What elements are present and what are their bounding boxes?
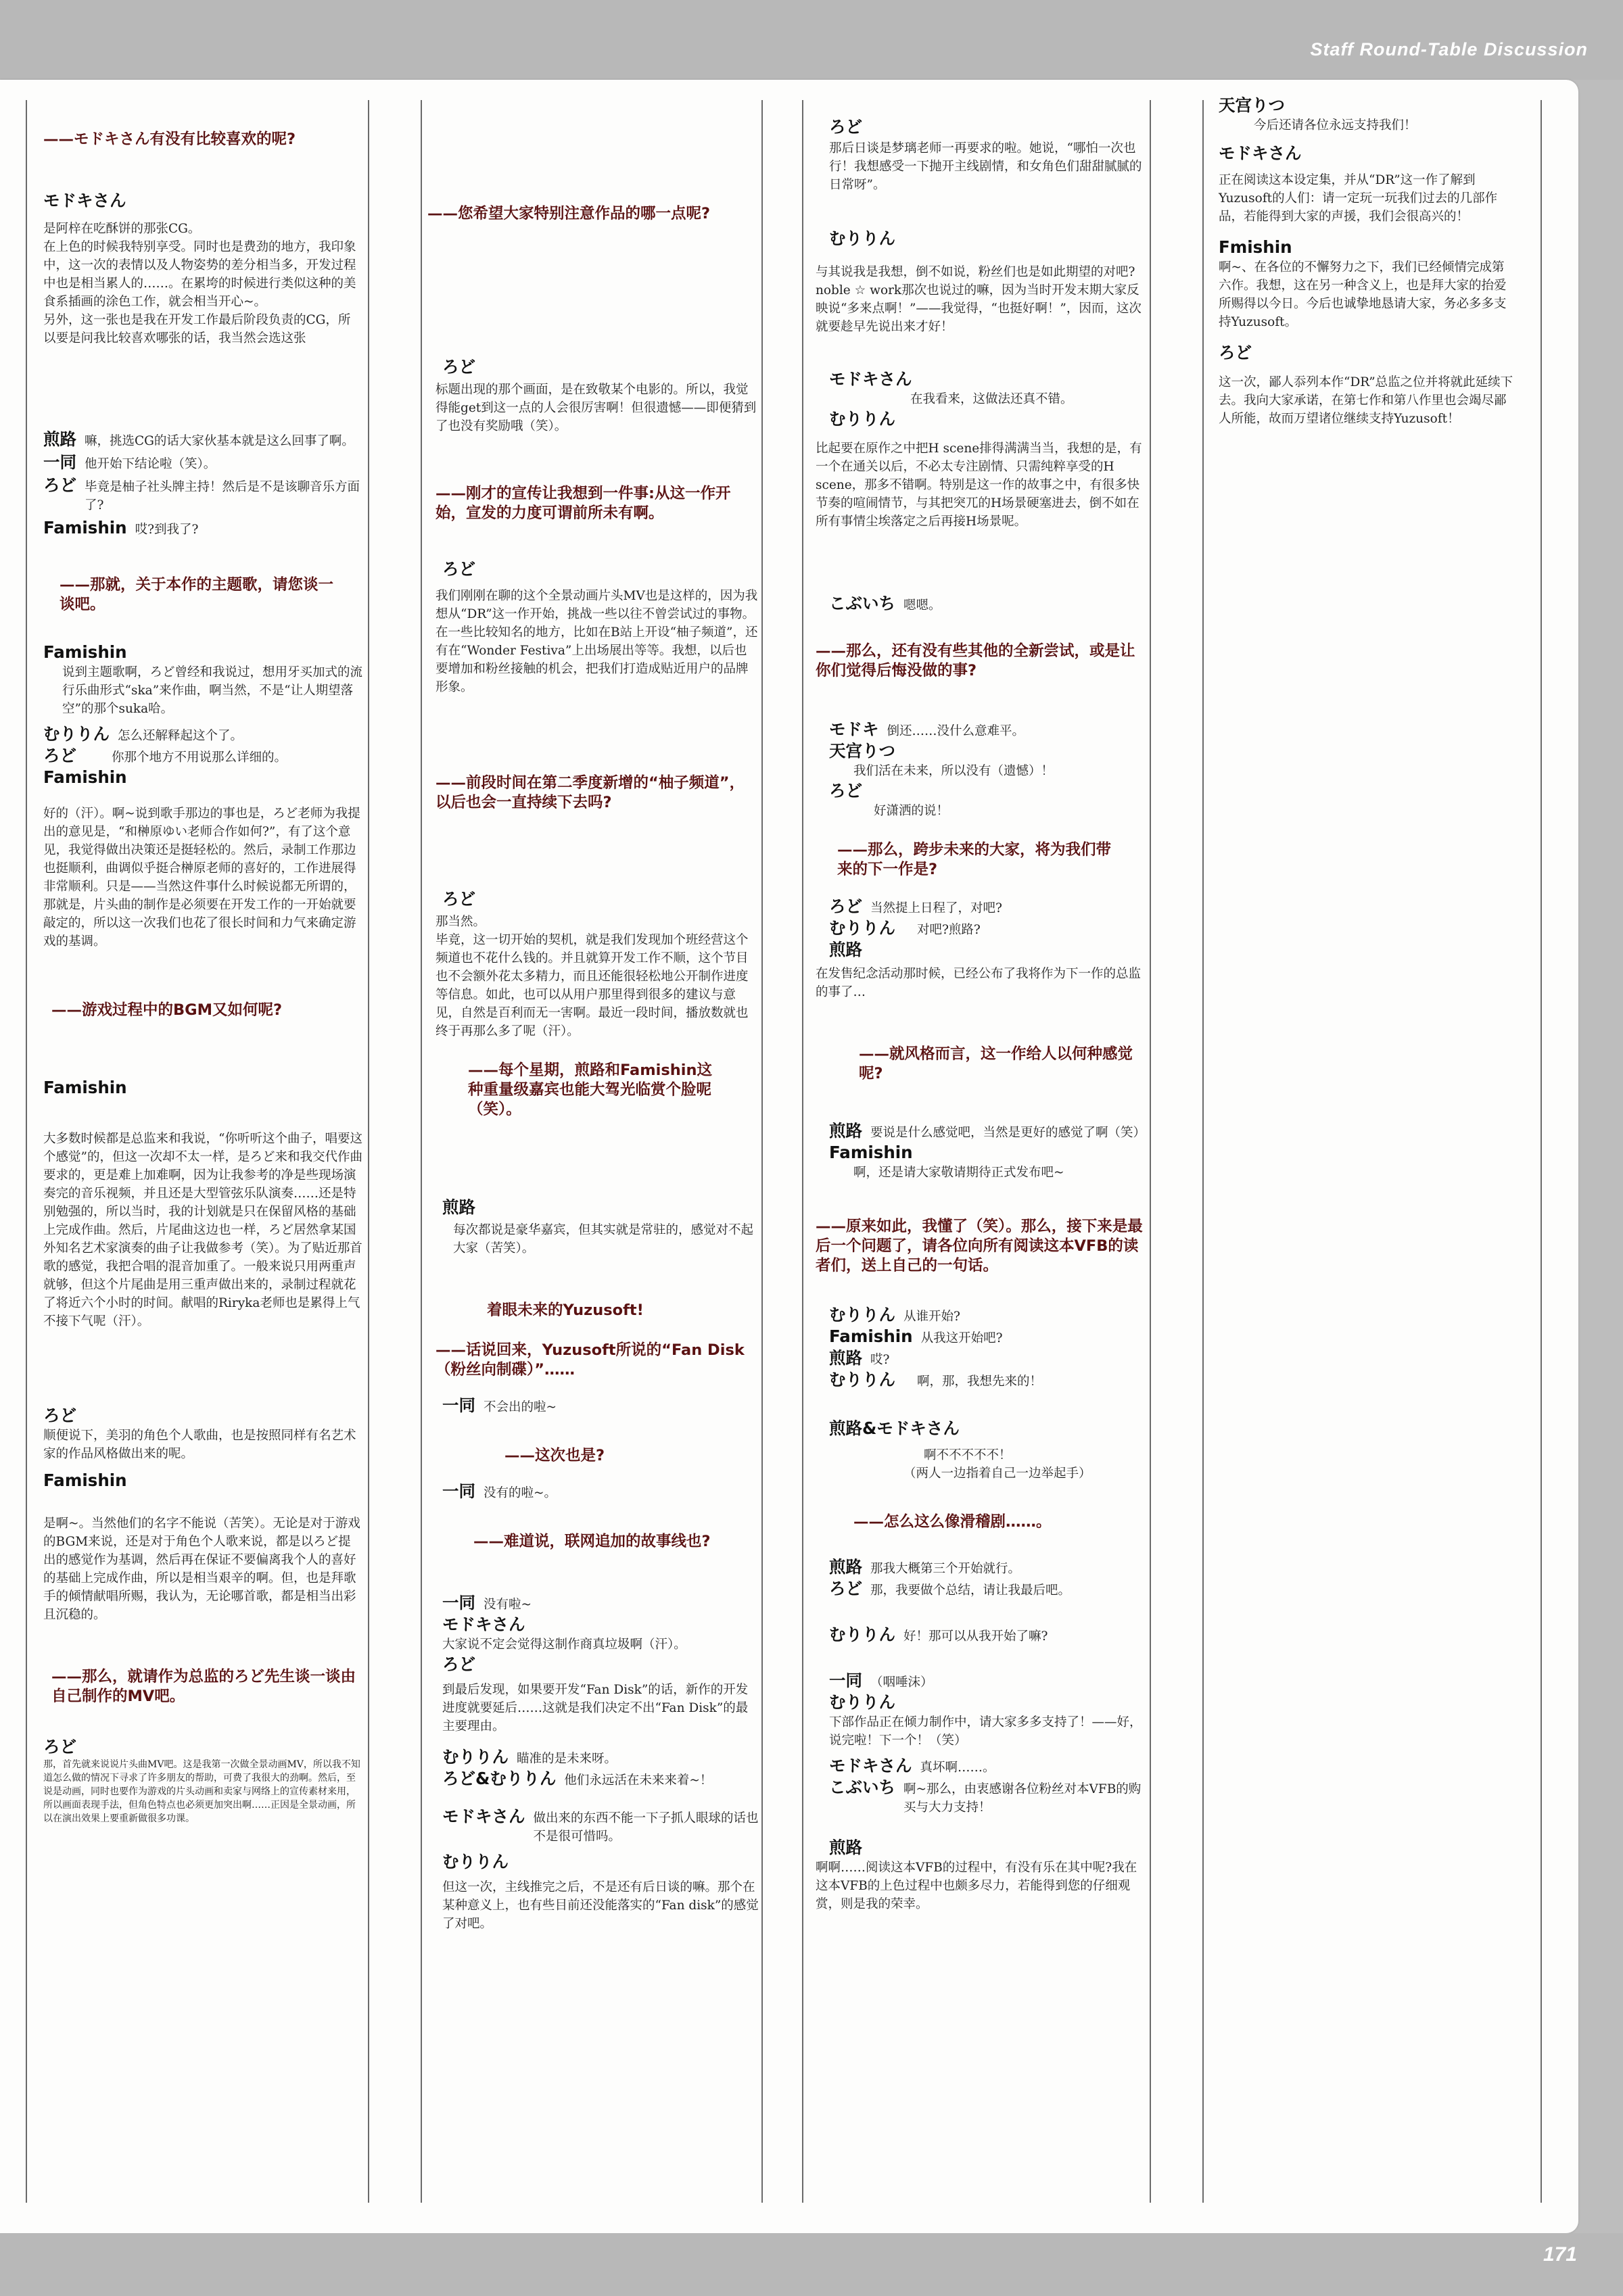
speech-line bbox=[816, 1670, 1146, 1692]
speaker-name: むりりん bbox=[442, 1852, 509, 1871]
speech-line bbox=[816, 1755, 1146, 1777]
speaker-name: 天宫りつ bbox=[1219, 95, 1285, 115]
speech-line bbox=[816, 917, 1146, 939]
speech-text: 那当然。 bbox=[436, 915, 486, 929]
speech-line bbox=[816, 593, 1146, 615]
speaker-name: Famishin bbox=[43, 767, 127, 787]
speaker-name: ろど bbox=[829, 1579, 862, 1598]
speaker-name: 一同 bbox=[442, 1593, 475, 1612]
speech-line bbox=[816, 1624, 1146, 1646]
speech-text: 啊，还是请大家敬请期待正式发布吧~ bbox=[853, 1166, 1064, 1180]
interviewer-question: ——那么，跨步未来的大家，将为我们带来的下一作是? bbox=[837, 841, 1112, 878]
speech-text: 啊~那么，由衷感谢各位粉丝对本VFB的购买与大力支持！ bbox=[903, 1782, 1142, 1815]
speaker-name: ろど bbox=[1219, 343, 1252, 362]
speech-text: 哎? bbox=[870, 1353, 890, 1367]
speaker-name: モドキさん bbox=[1219, 143, 1302, 163]
column-rule bbox=[26, 100, 27, 2203]
column-rule bbox=[1540, 100, 1542, 2203]
speech-line bbox=[43, 429, 362, 450]
speech-text: 我们刚刚在聊的这个全景动画片头MV也是这样的，因为我想从“DR”这一作开始，挑战一些以往不曾尝试过的事物。在一些比较知名的地方，比如在B站上开设“柚子频道”，还有在“Wonder Festiva”上出场展出等等。我想，以后也要增加和粉丝接触的机会，把我们打造成贴近用户的品牌形象。 bbox=[436, 589, 758, 694]
speech-text: 从我这开始吧? bbox=[920, 1331, 1003, 1345]
speaker-name: むりりん bbox=[829, 1305, 895, 1324]
speech-text: 你那个地方不用说那么详细的。 bbox=[112, 750, 287, 765]
speaker-name: Fmishin bbox=[1219, 237, 1292, 257]
column-2 bbox=[427, 88, 759, 1933]
speech-line bbox=[816, 896, 1146, 917]
speaker-name: モドキさん bbox=[442, 1615, 525, 1634]
section-heading: 着眼未来的Yuzusoft! bbox=[487, 1301, 644, 1319]
speech-text: 比起要在原作之中把H scene排得满满当当，我想的是，有一个在通关以后，不必太专注剧情、只需纯粹享受的H scene，那多不错啊。特别是这一作的故事之中，有很多快节奏的喧闹情节，与其把突兀的H场景硬塞进去，倒不如在所有事情尘埃落定之后再接H场景呢。 bbox=[816, 441, 1142, 529]
speech-line bbox=[816, 1347, 1146, 1369]
speech-text: 没有的啦~。 bbox=[484, 1486, 557, 1500]
speech-text: 今后还请各位永远支持我们！ bbox=[1254, 118, 1417, 133]
speaker-name: むりりん bbox=[829, 918, 895, 938]
speech-text: 啊不不不不不！ bbox=[924, 1448, 1012, 1462]
speaker-name: Famishin bbox=[43, 518, 127, 537]
speech-text: 怎么还解释起这个了。 bbox=[118, 729, 243, 743]
speech-line bbox=[816, 719, 1146, 740]
speech-text: 正在阅读这本设定集，并从“DR”这一作了解到Yuzusoft的人们：请一定玩一玩我们过去的几部作品，若能得到大家的声援，我们会很高兴的！ bbox=[1219, 173, 1498, 224]
speaker-name: Famishin bbox=[43, 1470, 127, 1490]
speaker-name: モドキ bbox=[829, 719, 879, 739]
speaker-name: ろど bbox=[829, 896, 862, 916]
speech-text: 这一次，鄙人忝列本作“DR”总监之位并将就此延续下去。我向大家承诺，在第七作和第八作里也会竭尽鄙人所能，故而万望诸位继续支持Yuzusoft！ bbox=[1219, 375, 1513, 426]
interviewer-question: ——每个星期，煎路和Famishin这种重量级嘉宾也能大驾光临赏个脸呢（笑）。 bbox=[468, 1061, 713, 1118]
speaker-name: ろど bbox=[43, 1406, 76, 1425]
speech-line bbox=[427, 1395, 759, 1416]
speaker-name: 煎路 bbox=[829, 1557, 862, 1577]
speaker-name: 一同 bbox=[43, 452, 76, 472]
speech-text: 嗯嗯。 bbox=[903, 598, 941, 613]
speaker-name: ろど&むりりん bbox=[442, 1769, 557, 1788]
speech-text: 标题出现的那个画面，是在致敬某个电影的。所以，我觉得能get到这一点的人会很厉害啊！但很遗憾——即便猜到了也没有奖励哦（笑）。 bbox=[436, 383, 757, 433]
speech-line bbox=[816, 1326, 1146, 1347]
speaker-name: 煎路 bbox=[829, 1121, 862, 1141]
speech-text: 到最后发现，如果要开发“Fan Disk”的话，新作的开发进度就要延后……这就是我们决定不出“Fan Disk”的最主要理由。 bbox=[442, 1683, 749, 1733]
interviewer-question: ——就风格而言，这一作给人以何种感觉呢? bbox=[859, 1045, 1133, 1082]
speech-text: 毕竟，这一切开始的契机，就是我们发现加个班经营这个频道也不花什么钱的。并且就算开发工作不顺，这个节目也不会额外花太多精力，而且还能很轻松地公开制作进度等信息。如此，也可以从用户那里得到很多的建议与意见，自然是百利而无一害啊。最近一段时间，播放数就也终于再那么多了呢（汗）。 bbox=[436, 933, 749, 1038]
speech-text: 啊啊……阅读这本VFB的过程中，有没有乐在其中呢?我在这本VFB的上色过程中也颇多尽力，若能得到您的仔细观赏，则是我的荣幸。 bbox=[816, 1861, 1137, 1911]
speech-text: 啊~、在各位的不懈努力之下，我们已经倾情完成第六作。我想，这在另一种含义上，也是拜大家的抬爱所赐得以今日。今后也诚挚地恳请大家，务必多多支持Yuzusoft。 bbox=[1219, 260, 1507, 329]
speech-text: 他开始下结论啦（笑）。 bbox=[85, 457, 216, 471]
column-rule bbox=[1202, 100, 1204, 2203]
speaker-name: ろど bbox=[442, 889, 475, 909]
speech-text: 好！那可以从我开始了嘛? bbox=[903, 1629, 1048, 1644]
speech-text: 那，首先就来说说片头曲MV吧。这是我第一次做全景动画MV，所以我不知道怎么做的情况下寻求了许多朋友的帮助，可费了我很大的劲啊。然后，至说是动画，同时也要作为游戏的片头动画和卖家与网络上的宣传素材来用，所以画面表现手法，但角色特点也必须更加突出啊……正因是全景动画，所以在演出效果上要重新做很多功课。 bbox=[43, 1759, 360, 1824]
column-1 bbox=[43, 88, 362, 1825]
speaker-name: むりりん bbox=[829, 1692, 895, 1712]
speech-text: 与其说我是我想，倒不如说，粉丝们也是如此期望的对吧? noble ☆ work那次也说过的嘛，因为当时开发末期大家反映说“多来点啊！”——我觉得，“也挺好啊！”，因而，这次就要趁早先说出来才好！ bbox=[816, 265, 1142, 334]
speech-text: 大家说不定会觉得这制作商真垃圾啊（汗）。 bbox=[442, 1637, 686, 1652]
speaker-name: ろど bbox=[829, 781, 862, 800]
speech-line bbox=[43, 517, 362, 539]
speaker-name: モドキさん bbox=[43, 191, 126, 210]
speaker-name: Famishin bbox=[43, 642, 127, 662]
speaker-name: 一同 bbox=[442, 1481, 475, 1501]
speech-line bbox=[43, 723, 362, 745]
speech-text: 从谁开始? bbox=[903, 1310, 960, 1324]
speech-line bbox=[427, 1592, 759, 1614]
speaker-name: 煎路 bbox=[829, 1348, 862, 1368]
speaker-name: こぶいち bbox=[829, 1777, 895, 1797]
footer-bar bbox=[0, 2233, 1623, 2296]
speaker-name: ろど bbox=[442, 1654, 475, 1674]
column-3 bbox=[816, 88, 1146, 1913]
speech-text: 做出来的东西不能一下子抓人眼球的话也不是很可惜吗。 bbox=[533, 1811, 759, 1844]
speech-text: 在上色的时候我特别享受。同时也是费劲的地方，我印象中，这一次的表情以及人物姿势的差分相当多，开发过程中也是相当累人的……。在累垮的时候进行类似这种的美食系插画的涂色工作，就会相当开心~。 bbox=[43, 240, 356, 309]
speech-text: 下部作品正在倾力制作中，请大家多多支持了！——好，说完啦！下一个！（笑） bbox=[829, 1715, 1142, 1748]
speaker-name: むりりん bbox=[442, 1747, 509, 1767]
speech-text: 毕竟是柚子社头牌主持！然后是不是该聊音乐方面了? bbox=[85, 480, 360, 512]
speech-text: 哎?到我了? bbox=[135, 523, 199, 537]
speech-text: 不会出的啦~ bbox=[484, 1400, 557, 1414]
speech-text: 要说是什么感觉吧，当然是更好的感觉了啊（笑） bbox=[870, 1126, 1146, 1140]
speaker-name: モドキさん bbox=[442, 1807, 525, 1826]
speech-text: 那后日谈是梦璃老师一再要求的啦。她说，“哪怕一次也行！我想感受一下抛开主线剧情，和女角色们甜甜腻腻的日常呀”。 bbox=[829, 141, 1142, 192]
speaker-name: モドキさん bbox=[829, 1756, 912, 1775]
interviewer-question: ——那么，还有没有些其他的全新尝试，或是让你们觉得后悔没做的事? bbox=[816, 642, 1135, 679]
speaker-name: 一同 bbox=[829, 1671, 862, 1690]
speech-text: 另外，这一张也是我在开发工作最后阶段负责的CG，所以要是问我比较喜欢哪张的话，我当然会选这张 bbox=[43, 313, 351, 345]
speech-text: 是阿梓在吃酥饼的那张CG。 bbox=[43, 222, 201, 236]
speech-text: 好的（汗）。啊~说到歌手那边的事也是，ろど老师为我提出的意见是，“和榊原ゆい老师合作如何?”，有了这个意见，我觉得做出决策还是挺轻松的。然后，录制工作那边也挺顺利，曲调似乎挺合榊原老师的喜好的，工作进展得非常顺利。只是——当然这件事什么时候说都无所谓的，那就是，片头曲的制作是必须要在开发工作的一开始就要敲定的，所以这一次我们也花了很长时间和力气来确定游戏的基调。 bbox=[43, 807, 360, 949]
speaker-name: 煎路 bbox=[829, 1838, 862, 1857]
speech-text: 当然提上日程了，对吧? bbox=[870, 901, 1002, 915]
speech-text: 嘛，挑选CG的话大家伙基本就是这么回事了啊。 bbox=[85, 434, 354, 448]
speech-line bbox=[816, 1304, 1146, 1326]
speaker-name: ろど bbox=[829, 117, 862, 137]
speaker-name: むりりん bbox=[829, 1370, 895, 1389]
speaker-name: むりりん bbox=[829, 409, 895, 429]
speaker-name: モドキさん bbox=[829, 369, 912, 389]
speech-text: 那我大概第三个开始就行。 bbox=[870, 1562, 1021, 1576]
speaker-name: Famishin bbox=[43, 1078, 127, 1097]
interviewer-question: ——这次也是? bbox=[504, 1447, 605, 1464]
speech-line bbox=[816, 1120, 1146, 1142]
speech-text: 顺便说下，美羽的角色个人歌曲，也是按照同样有名艺术家的作品风格做出来的呢。 bbox=[43, 1429, 356, 1461]
speech-text: 但这一次，主线推完之后，不是还有后日谈的嘛。那个在某种意义上，也有些目前还没能落实的“Fan disk”的感觉了对吧。 bbox=[442, 1880, 759, 1931]
speech-text: 他们永远活在未来来着~！ bbox=[564, 1773, 713, 1788]
column-rule bbox=[761, 100, 763, 2203]
header-title: Staff Round-Table Discussion bbox=[1310, 39, 1588, 59]
speech-text: 没有啦~ bbox=[484, 1598, 532, 1612]
speaker-name: ろど bbox=[43, 475, 76, 495]
page-number: 171 bbox=[1543, 2243, 1577, 2266]
speech-text: （咽唾沫） bbox=[870, 1675, 933, 1690]
speaker-name: 一同 bbox=[442, 1395, 475, 1415]
speaker-name: ろど bbox=[442, 357, 475, 377]
interviewer-question: ——モドキさん有没有比较喜欢的呢? bbox=[43, 130, 296, 148]
speech-text: 在我看来，这做法还真不错。 bbox=[910, 392, 1073, 406]
speech-text: 倒还……没什么意难平。 bbox=[887, 724, 1025, 738]
column-4 bbox=[1219, 88, 1513, 428]
speech-text: 我们活在未来，所以没有（遗憾）！ bbox=[853, 764, 1054, 778]
speech-line bbox=[427, 1481, 759, 1502]
speaker-name: ろど bbox=[43, 1737, 76, 1756]
speaker-name: Famishin bbox=[829, 1326, 913, 1346]
interviewer-question: ——刚才的宣传让我想到一件事:从这一作开始，宣发的力度可谓前所未有啊。 bbox=[436, 485, 731, 522]
speaker-name: むりりん bbox=[829, 1625, 895, 1644]
interviewer-question: ——那么，就请作为总监的ろど先生谈一谈由自己制作的MV吧。 bbox=[51, 1668, 356, 1705]
column-rule bbox=[1150, 100, 1151, 2203]
speech-line bbox=[816, 1556, 1146, 1578]
column-rule bbox=[368, 100, 369, 2203]
speech-text: 啊，那，我想先来的！ bbox=[917, 1374, 1043, 1389]
speech-text: 是啊~。当然他们的名字不能说（苦笑）。无论是对于游戏的BGM来说，还是对于角色个人歌来说，都是以ろど提出的感觉作为基调，然后再在保证不要偏离我个人的喜好的基础上完成作曲，所以是相当艰辛的啊。但，也是拜歌手的倾情献唱所赐，我认为，无论哪首歌，都是相当出彩且沉稳的。 bbox=[43, 1516, 360, 1622]
speech-text: 真坏啊……。 bbox=[920, 1761, 995, 1775]
interviewer-question: ——那就，关于本作的主题歌，请您谈一谈吧。 bbox=[60, 576, 334, 613]
speech-line bbox=[43, 475, 362, 515]
speaker-name: Famishin bbox=[829, 1143, 913, 1162]
speech-text: 瞄准的是未来呀。 bbox=[517, 1752, 617, 1766]
speech-line bbox=[816, 1369, 1146, 1391]
interviewer-question: ——游戏过程中的BGM又如何呢? bbox=[51, 1001, 283, 1019]
speech-line bbox=[816, 1777, 1146, 1817]
speaker-name: こぶいち bbox=[829, 594, 895, 613]
speech-text: 大多数时候都是总监来和我说，“你听听这个曲子，唱要这个感觉”的，但这一次却不太一样，是ろど来和我交代作曲要求的，更是难上加难啊，因为让我参考的净是些现场演奏完的音乐视频，并且还是大型管弦乐队演奏……还是特别勉强的，所以当时，我的计划就是只在保留风格的基础上完成作曲。然后，片尾曲这边也一样，ろど居然拿某国外知名艺术家演奏的曲子让我做参考（笑）。为了贴近那首歌的感觉，我把合唱的混音加重了。一般来说只用两重声就够，但这个片尾曲是用三重声做出来的，录制过程就花了将近六个小时的时间。献唱的Riryka老师也是累得上气不接下气呢（汗）。 bbox=[43, 1132, 362, 1329]
speech-text: 那，我要做个总结，请让我最后吧。 bbox=[870, 1583, 1071, 1598]
speech-line bbox=[427, 1768, 759, 1790]
speaker-name: 煎路 bbox=[829, 940, 862, 959]
interviewer-question: ——前段时间在第二季度新增的“柚子频道”，以后也会一直持续下去吗? bbox=[436, 774, 745, 811]
speech-line bbox=[816, 1578, 1146, 1600]
speech-text: 对吧?煎路? bbox=[917, 923, 981, 937]
speech-line bbox=[427, 1806, 759, 1846]
interviewer-question: ——怎么这么像滑稽剧……。 bbox=[853, 1513, 1052, 1531]
column-rule bbox=[421, 100, 422, 2203]
interviewer-question: ——原来如此，我懂了（笑）。那么，接下来是最后一个问题了，请各位向所有阅读这本VFB的读者们，送上自己的一句话。 bbox=[816, 1218, 1143, 1274]
speech-text: 说到主题歌啊，ろど曾经和我说过，想用牙买加式的流行乐曲形式“ska”来作曲，啊当然，不是“让人期望落空”的那个suka哈。 bbox=[62, 665, 363, 716]
speaker-name: むりりん bbox=[829, 229, 895, 248]
speech-text: 好潇洒的说！ bbox=[874, 804, 949, 818]
speech-text: （两人一边指着自己一边举起手） bbox=[903, 1466, 1091, 1481]
speaker-name: ろど bbox=[43, 746, 76, 765]
speech-text: 在发售纪念活动那时候，已经公布了我将作为下一作的总监的事了… bbox=[816, 967, 1142, 999]
interviewer-question: ——话说回来，Yuzusoft所说的“Fan Disk（粉丝向制碟）”…… bbox=[436, 1341, 745, 1379]
speech-line bbox=[43, 745, 362, 767]
speech-line bbox=[43, 452, 362, 473]
speaker-name: 煎路&モドキさん bbox=[829, 1418, 960, 1438]
speech-line bbox=[427, 1746, 759, 1768]
speech-text: 每次都说是豪华嘉宾，但其实就是常驻的，感觉对不起大家（苦笑）。 bbox=[453, 1223, 754, 1255]
column-rule bbox=[802, 100, 803, 2203]
speaker-name: 煎路 bbox=[43, 429, 76, 449]
speaker-name: むりりん bbox=[43, 724, 110, 744]
speaker-name: ろど bbox=[442, 559, 475, 579]
interviewer-question: ——难道说，联网追加的故事线也? bbox=[473, 1533, 711, 1550]
interviewer-question: ——您希望大家特别注意作品的哪一点呢? bbox=[427, 205, 711, 222]
speaker-name: 煎路 bbox=[442, 1197, 475, 1217]
speaker-name: 天宫りつ bbox=[829, 741, 895, 761]
